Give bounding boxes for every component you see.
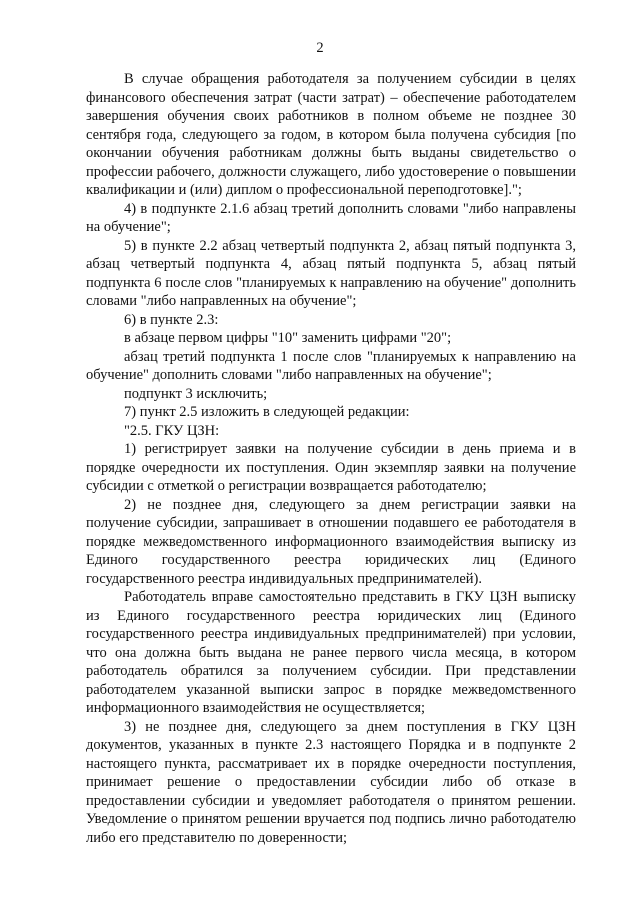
paragraph-item-7: 7) пункт 2.5 изложить в следующей редакции: <box>124 404 410 420</box>
paragraph-item-4: 4) в подпункте 2.1.6 абзац третий дополнить словами "либо направлены на обучение"; <box>86 200 576 235</box>
paragraph-employer-extract: Работодатель вправе самостоятельно представить в ГКУ ЦЗН выписку из Единого государственного реестра юридических лиц (Единого государственного реестра индивидуальных предпринимателей) при условии, что она должна быть выдана не ранее первого числа месяца, в котором работодатель обратился за получением субсидии. При представлении работодателем указанной выписки запрос в порядке межведомственного информационного взаимодействия не осуществляется; <box>86 589 576 716</box>
paragraph-item-6: 6) в пункте 2.3: <box>124 311 219 328</box>
page-number: 2 <box>316 40 324 56</box>
paragraph-item-6-third-abzac: абзац третий подпункта 1 после слов "планируемых к направлению на обучение" дополнить словами "либо направленных на обучение"; <box>86 348 576 383</box>
paragraph-subsidy-conditions: В случае обращения работодателя за получением субсидии в целях финансового обеспечения затрат (части затрат) – обеспечение работодателем завершения обучения своих работников в полном объеме не позднее 30 сентября года, следующего за годом, в котором была получена субсидия [по окончании обучения работникам должны быть выданы свидетельство о профессии рабочего, должности служащего, либо удостоверение о повышении квалификации и (или) диплом о профессиональной переподготовке]."; <box>86 71 576 198</box>
paragraph-item-6-subitem-3: подпункт 3 исключить; <box>124 385 268 402</box>
paragraph-2-5-subitem-3: 3) не позднее дня, следующего за днем поступления в ГКУ ЦЗН документов, указанных в пункте 2.3 настоящего Порядка и в подпункте 2 настоящего пункта, рассматривает их в порядке очередности поступления, принимает решение о предоставлении субсидии либо об отказе в предоставлении субсидии и уведомляет работодателя о принятом решении. Уведомление о принятом решении вручается под подпись лично работодателю либо его представителю по доверенности; <box>86 718 576 846</box>
paragraph-item-5: 5) в пункте 2.2 абзац четвертый подпункта 2, абзац пятый подпункта 3, абзац четвертый подпункта 4, абзац пятый подпункта 5, абзац пятый подпункта 6 после слов "планируемых к направлению на обучение" дополнить словами "либо направленных на обучение"; <box>86 237 576 309</box>
paragraph-2-5-subitem-1: 1) регистрирует заявки на получение субсидии в день приема и в порядке очередности их поступления. Один экземпляр заявки на получение субсидии с отметкой о регистрации возвращается работодателю; <box>86 441 576 494</box>
paragraph-2-5-heading: "2.5. ГКУ ЦЗН: <box>124 422 220 439</box>
paragraph-item-6-first-abzac: в абзаце первом цифры "10" заменить цифрами "20"; <box>124 330 452 346</box>
document-body <box>86 70 576 847</box>
paragraph-2-5-subitem-2: 2) не позднее дня, следующего за днем регистрации заявки на получение субсидии, запрашивает в отношении подавшего ее работодателя в порядке межведомственного информационного взаимодействия выписку из Единого государственного реестра юридических лиц (Единого государственного реестра индивидуальных предпринимателей). <box>86 496 576 587</box>
